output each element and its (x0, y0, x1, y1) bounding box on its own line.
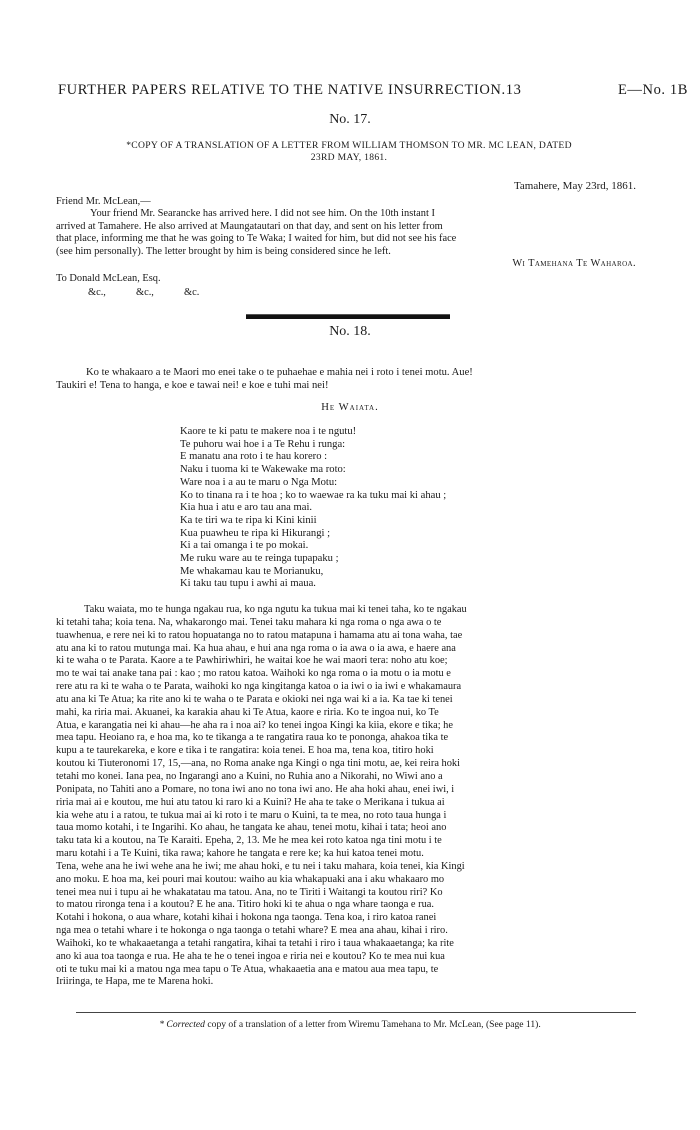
body-line: ano ki aua toa taonga e rua. He aha te he o tenei ingoa e riria nei e koutou? Ko te mea nui kua (56, 950, 445, 962)
copy-heading-line1: *COPY OF A TRANSLATION OF A LETTER FROM WILLIAM THOMSON TO MR. MC LEAN, DATED (126, 140, 572, 151)
salutation: Friend Mr. McLean,— (56, 196, 151, 207)
body-paragraph (56, 604, 648, 989)
etc-item: &c., (136, 287, 154, 298)
poem-line: Kaore te ki patu te makere noa i te ngutu! (180, 426, 357, 437)
body-line: tetahi mo konei. Iana pea, no Ingarangi ano a Kuini, no Ruhia ano a Nikorahi, no Wiwi ano a (56, 770, 443, 782)
copy-heading (56, 140, 642, 164)
etc-line (56, 286, 232, 300)
section-number-17: No. 17. (329, 112, 371, 127)
body-line: taku tata ki a koutou, na Te Karaiti. Epeha, 2, 13. Me he mea kei roto katoa nga tini motu i te (56, 835, 442, 847)
etc-item: &c., (88, 287, 106, 298)
body-line: mo te wai tai anake tana pai : kao ; mo ratou katoa. Waihoki ko nga roma o ia motu o ia motu e (56, 668, 451, 680)
body-line: Waihoki, ko te whakaaetanga a tetahi rangatira, kihai ta tetahi i riro i taua whakaaetanga; ka rite (56, 937, 454, 949)
body-line: Ponipata, no Tahiti ano a Pomare, no tona iwi ano no tona iwi ano. He aha hoki ahau, enei iwi, i (56, 783, 455, 795)
body-line: atu ana ki to ratou mutunga mai. Ka hua ahau, e hui ana nga roma o ia awa o ia awa, e haere ana (56, 642, 456, 654)
poem-line: Ki taku tau tupu i awhi ai maua. (180, 578, 316, 590)
body-line: kupu a te taurekareka, e kore e tika i te rangatira: koia tenei. E hoa ma, tena koa, titiro hoki (56, 745, 434, 757)
footnote-italic: * Corrected (159, 1019, 205, 1030)
addressee: To Donald McLean, Esq. (56, 273, 161, 284)
body-line: kia wehe atu i a ratou, te tukua mai ai ki roto i te maru o Kuini, ta te mea, no roto taua hunga i (56, 809, 447, 821)
body-line: mahi, ka riria mai. Akuanei, ka karakia ahau ki Te Atua, kaore e riria. Ko te ingoa nui, ko Te (56, 706, 439, 718)
etc-item: &c. (184, 287, 200, 298)
copy-heading-line2: 23RD MAY, 1861. (310, 152, 388, 163)
poem-line: Kia hua i atu e aro tau ana mai. (180, 502, 313, 514)
body-line: rere atu ra ki te waha o te Parata, waihoki ko nga kingitanga katoa o ia iwi o ia iwi e whakamaura (56, 681, 462, 693)
body-line: mea tapu. Heoiano ra, e hoa ma, ko te tikanga a te rangatira raua ko te pononga, ahakoa tika te (56, 732, 449, 744)
body-line: oti te tuku mai ki a matou nga mea tapu o Te Atua, whakaaetia ana e matou aua mea tapu, te (56, 963, 439, 975)
footnote-rule (76, 1012, 636, 1013)
body-line: ki te waha o te Parata. Kaore a te Pawhiriwhiri, he waitai koe he wai maori tera: noho atu koe; (56, 655, 448, 667)
body-line: ki tetahi taha; koia tena. Na, whakarongo mai. Tenei taku mahara ki nga roma o nga awa o te (56, 616, 442, 628)
body-line: atu ana ki Te Atua; ka rite ano ki te waha o te Parata e okioki nei nga wai ki a ia. Ka tae ki tenei (56, 693, 453, 705)
waiata-heading: He Waiata. (321, 402, 379, 413)
waiata-poem (180, 426, 446, 591)
poem-line: Ware noa i a au te maru o Nga Motu: (180, 476, 338, 488)
letter-body (56, 196, 646, 258)
intro-line: Ko te whakaaro a te Maori mo enei take o te puhaehae e mahia nei i roto i tenei motu. Aue! (86, 367, 473, 378)
body-line: to matou rironga tena i a koutou? E he ana. Titiro hoki ki te ahua o nga whare taonga e rua. (56, 899, 434, 911)
poem-line: Me ruku ware au te reinga tupapaku ; (180, 553, 339, 565)
body-line: Atua, e karangatia nei ki ahau—he aha ra i noa ai? ko tenei ingoa Kingi ka kiia, ekore e tika; he (56, 719, 453, 731)
letter-line: that place, informing me that he was going to Te Waka; I waited for him, but did not see his face (56, 233, 457, 245)
footnote (0, 1019, 700, 1030)
poem-line: Kua puawheu te ripa ki Hikurangi ; (180, 527, 331, 539)
letter-dateline: Tamahere, May 23rd, 1861. (513, 180, 636, 192)
body-line: Tena, wehe ana he iwi wehe ana he iwi; me ahau hoki, e tu nei i taku mahara, koia tenei, kia Kingi (56, 860, 465, 872)
poem-line: Ki a tai omanga i te po mokai. (180, 540, 309, 552)
header-title-text: FURTHER PAPERS RELATIVE TO THE NATIVE INSURRECTION. (58, 82, 506, 98)
letter-line: arrived at Tamahere. He also arrived at Maungatautari on that day, and sent on his letter from (56, 220, 443, 232)
footnote-text: copy of a translation of a letter from Wiremu Tamehana to Mr. McLean, (See page 11). (204, 1019, 541, 1030)
body-line: nga mea o tetahi whare i te hokonga o nga taonga o tetahi whare? E mea ana ahau, kihai i riro. (56, 925, 448, 937)
section-number-18: No. 18. (329, 324, 371, 339)
poem-line: Ka te tiri wa te ripa ki Kini kinii (180, 514, 317, 526)
body-line: tenei mea nui i tupu ai he whakatatau ma tatou. Ana, no te Tiriti i Waitangi ta koutou riri? Ko (56, 886, 443, 898)
document-reference: E—No. 1B (617, 82, 688, 98)
intro-paragraph (56, 366, 646, 392)
body-line: Taku waiata, mo te hunga ngakau rua, ko nga ngutu ka tukua mai ki tenei taha, ko te ngakau (84, 604, 467, 615)
body-line: Iriiringa, te Hapa, me te Marena hoki. (56, 976, 214, 988)
header-title (58, 82, 521, 99)
signature: Wi Tamehana Te Waharoa. (512, 258, 636, 269)
poem-line: Te puhoru wai hoe i a Te Rehu i runga: (180, 438, 346, 450)
addressee-block (56, 272, 232, 300)
body-line: Kotahi i hokona, o aua whare, kotahi kihai i hokona nga taonga. Tena koa, i riro katoa ranei (56, 912, 437, 924)
page-number: 13 (505, 82, 522, 98)
body-line: ano moku. E hoa ma, kei pouri mai koutou: waiho au kia whakapuaki ana i aku whakaaro mo (56, 873, 445, 885)
section-divider (246, 314, 450, 319)
letter-line: (see him personally). The letter brought by him is being considered since he left. (56, 245, 391, 257)
letter-line: Your friend Mr. Searancke has arrived here. I did not see him. On the 10th instant I (90, 208, 435, 220)
body-line: koutou ki Tiuteronomi 17, 15,—ana, no Roma anake nga Kingi o nga tini motu, ae, kei reira hoki (56, 758, 461, 770)
poem-line: Ko to tinana ra i te hoa ; ko to waewae ra ka tuku mai ki ahau ; (180, 489, 447, 501)
poem-line: Me whakamau kau te Morianuku, (180, 565, 324, 577)
body-line: tuawhenua, e rere nei ki to ratou hopuatanga no to ratou matapuna i hamama atu ai tona waha, tae (56, 629, 463, 641)
intro-line: Taukiri e! Tena to hanga, e koe e tawai nei! e koe e tuhi mai nei! (56, 380, 329, 391)
body-line: maru kotahi i a Te Kuini, tika rawa; kahore he tangata e rere ke; ka hui katoa tenei motu. (56, 848, 424, 860)
poem-line: Naku i tuoma ki te Wakewake ma roto: (180, 464, 346, 476)
body-line: taua momo kotahi, i te Ingarihi. Ko ahau, he tangata ke ahau, tenei motu, kihai i tata; heoi ano (56, 822, 447, 834)
poem-line: E manatu ana roto i te hau korero : (180, 451, 328, 463)
body-line: riria mai ai e koutou, me hui atu tatou ki raro ki a Kuini? He aha te take o Merikana i tukua ai (56, 796, 445, 808)
